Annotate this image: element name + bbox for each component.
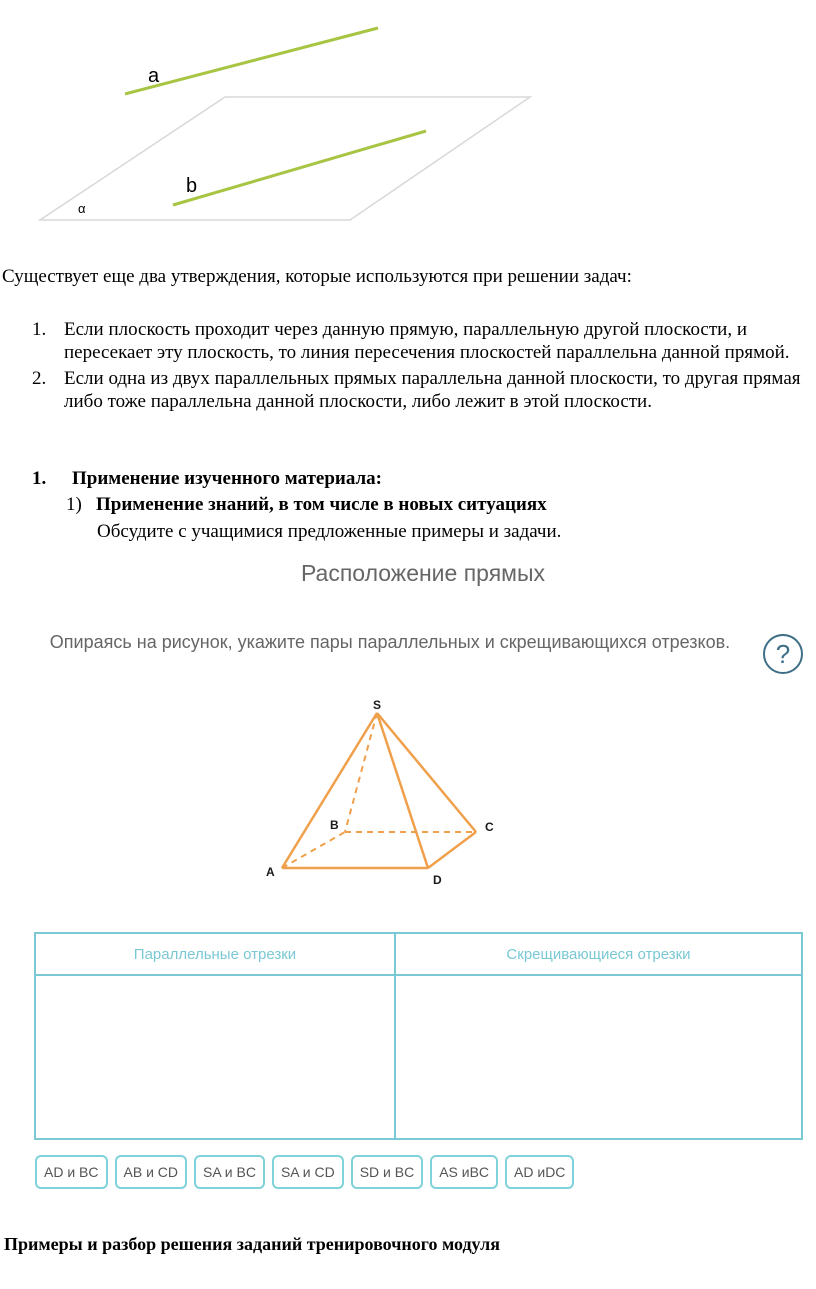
answer-chip[interactable]: SD и BC <box>351 1155 424 1189</box>
exercise-title: Расположение прямых <box>300 560 545 586</box>
pyramid-figure <box>250 695 510 890</box>
section-title: Применение изученного материала: <box>72 468 383 489</box>
exercise-question: Опираясь на рисунок, укажите пары параллельных и скрещивающихся отрезков. <box>49 632 731 652</box>
edge-AB <box>282 832 345 868</box>
answer-chip[interactable]: AD и BC <box>35 1155 108 1189</box>
answer-chip[interactable]: SA и BC <box>194 1155 265 1189</box>
answer-chips <box>35 1155 574 1189</box>
edge-SC <box>377 713 476 832</box>
vertex-A-label: A <box>266 865 275 879</box>
skew-drop-zone[interactable] <box>395 975 802 1139</box>
list-number: 2. <box>32 368 47 389</box>
subsection-text: Обсудите с учащимися предложенные примеры и задачи. <box>97 521 562 542</box>
statements-list <box>24 318 816 416</box>
edge-SB <box>345 713 377 832</box>
list-number: 1. <box>32 319 47 340</box>
parallel-drop-zone[interactable] <box>35 975 395 1139</box>
answer-chip[interactable]: AS иBC <box>430 1155 498 1189</box>
list-item <box>24 318 816 364</box>
vertex-S-label: S <box>373 698 382 712</box>
subsection-number: 1) <box>66 494 82 515</box>
edge-DC <box>428 832 476 868</box>
subsection-heading <box>66 494 547 516</box>
parallel-header: Параллельные отрезки <box>35 933 395 975</box>
vertex-C-label: C <box>485 820 494 834</box>
line-a <box>125 28 378 94</box>
list-text: Если плоскость проходит через данную прямую, параллельную другой плоскости, и пересекает эту плоскость, то линия пересечения плоскостей параллельна данной прямой. <box>64 319 790 363</box>
label-b: b <box>186 175 198 197</box>
vertex-D-label: D <box>433 873 442 887</box>
list-text: Если одна из двух параллельных прямых параллельна данной плоскости, то другая прямая либо тоже параллельна данной плоскости, либо лежит в этой плоскости. <box>64 368 801 412</box>
list-item <box>24 367 816 413</box>
edge-SD <box>377 713 428 868</box>
answer-chip[interactable]: AD иDC <box>505 1155 574 1189</box>
edge-SA <box>282 713 377 868</box>
label-alpha: α <box>78 201 86 216</box>
vertex-B-label: B <box>330 818 339 832</box>
plane-alpha <box>40 97 530 220</box>
exercise-panel <box>30 545 816 1210</box>
answer-table <box>34 932 803 1140</box>
subsection-title: Применение знаний, в том числе в новых ситуациях <box>96 494 547 515</box>
intro-text: Существует еще два утверждения, которые используются при решении задач: <box>2 266 632 287</box>
footer-heading: Примеры и разбор решения заданий тренировочного модуля <box>4 1234 500 1254</box>
section-number: 1. <box>32 468 47 489</box>
skew-header: Скрещивающиеся отрезки <box>395 933 802 975</box>
answer-chip[interactable]: AB и CD <box>115 1155 188 1189</box>
label-a: a <box>148 65 160 87</box>
help-button[interactable]: ? <box>763 634 803 674</box>
plane-lines-figure <box>0 0 560 240</box>
section-heading <box>32 468 382 490</box>
answer-chip[interactable]: SA и CD <box>272 1155 344 1189</box>
